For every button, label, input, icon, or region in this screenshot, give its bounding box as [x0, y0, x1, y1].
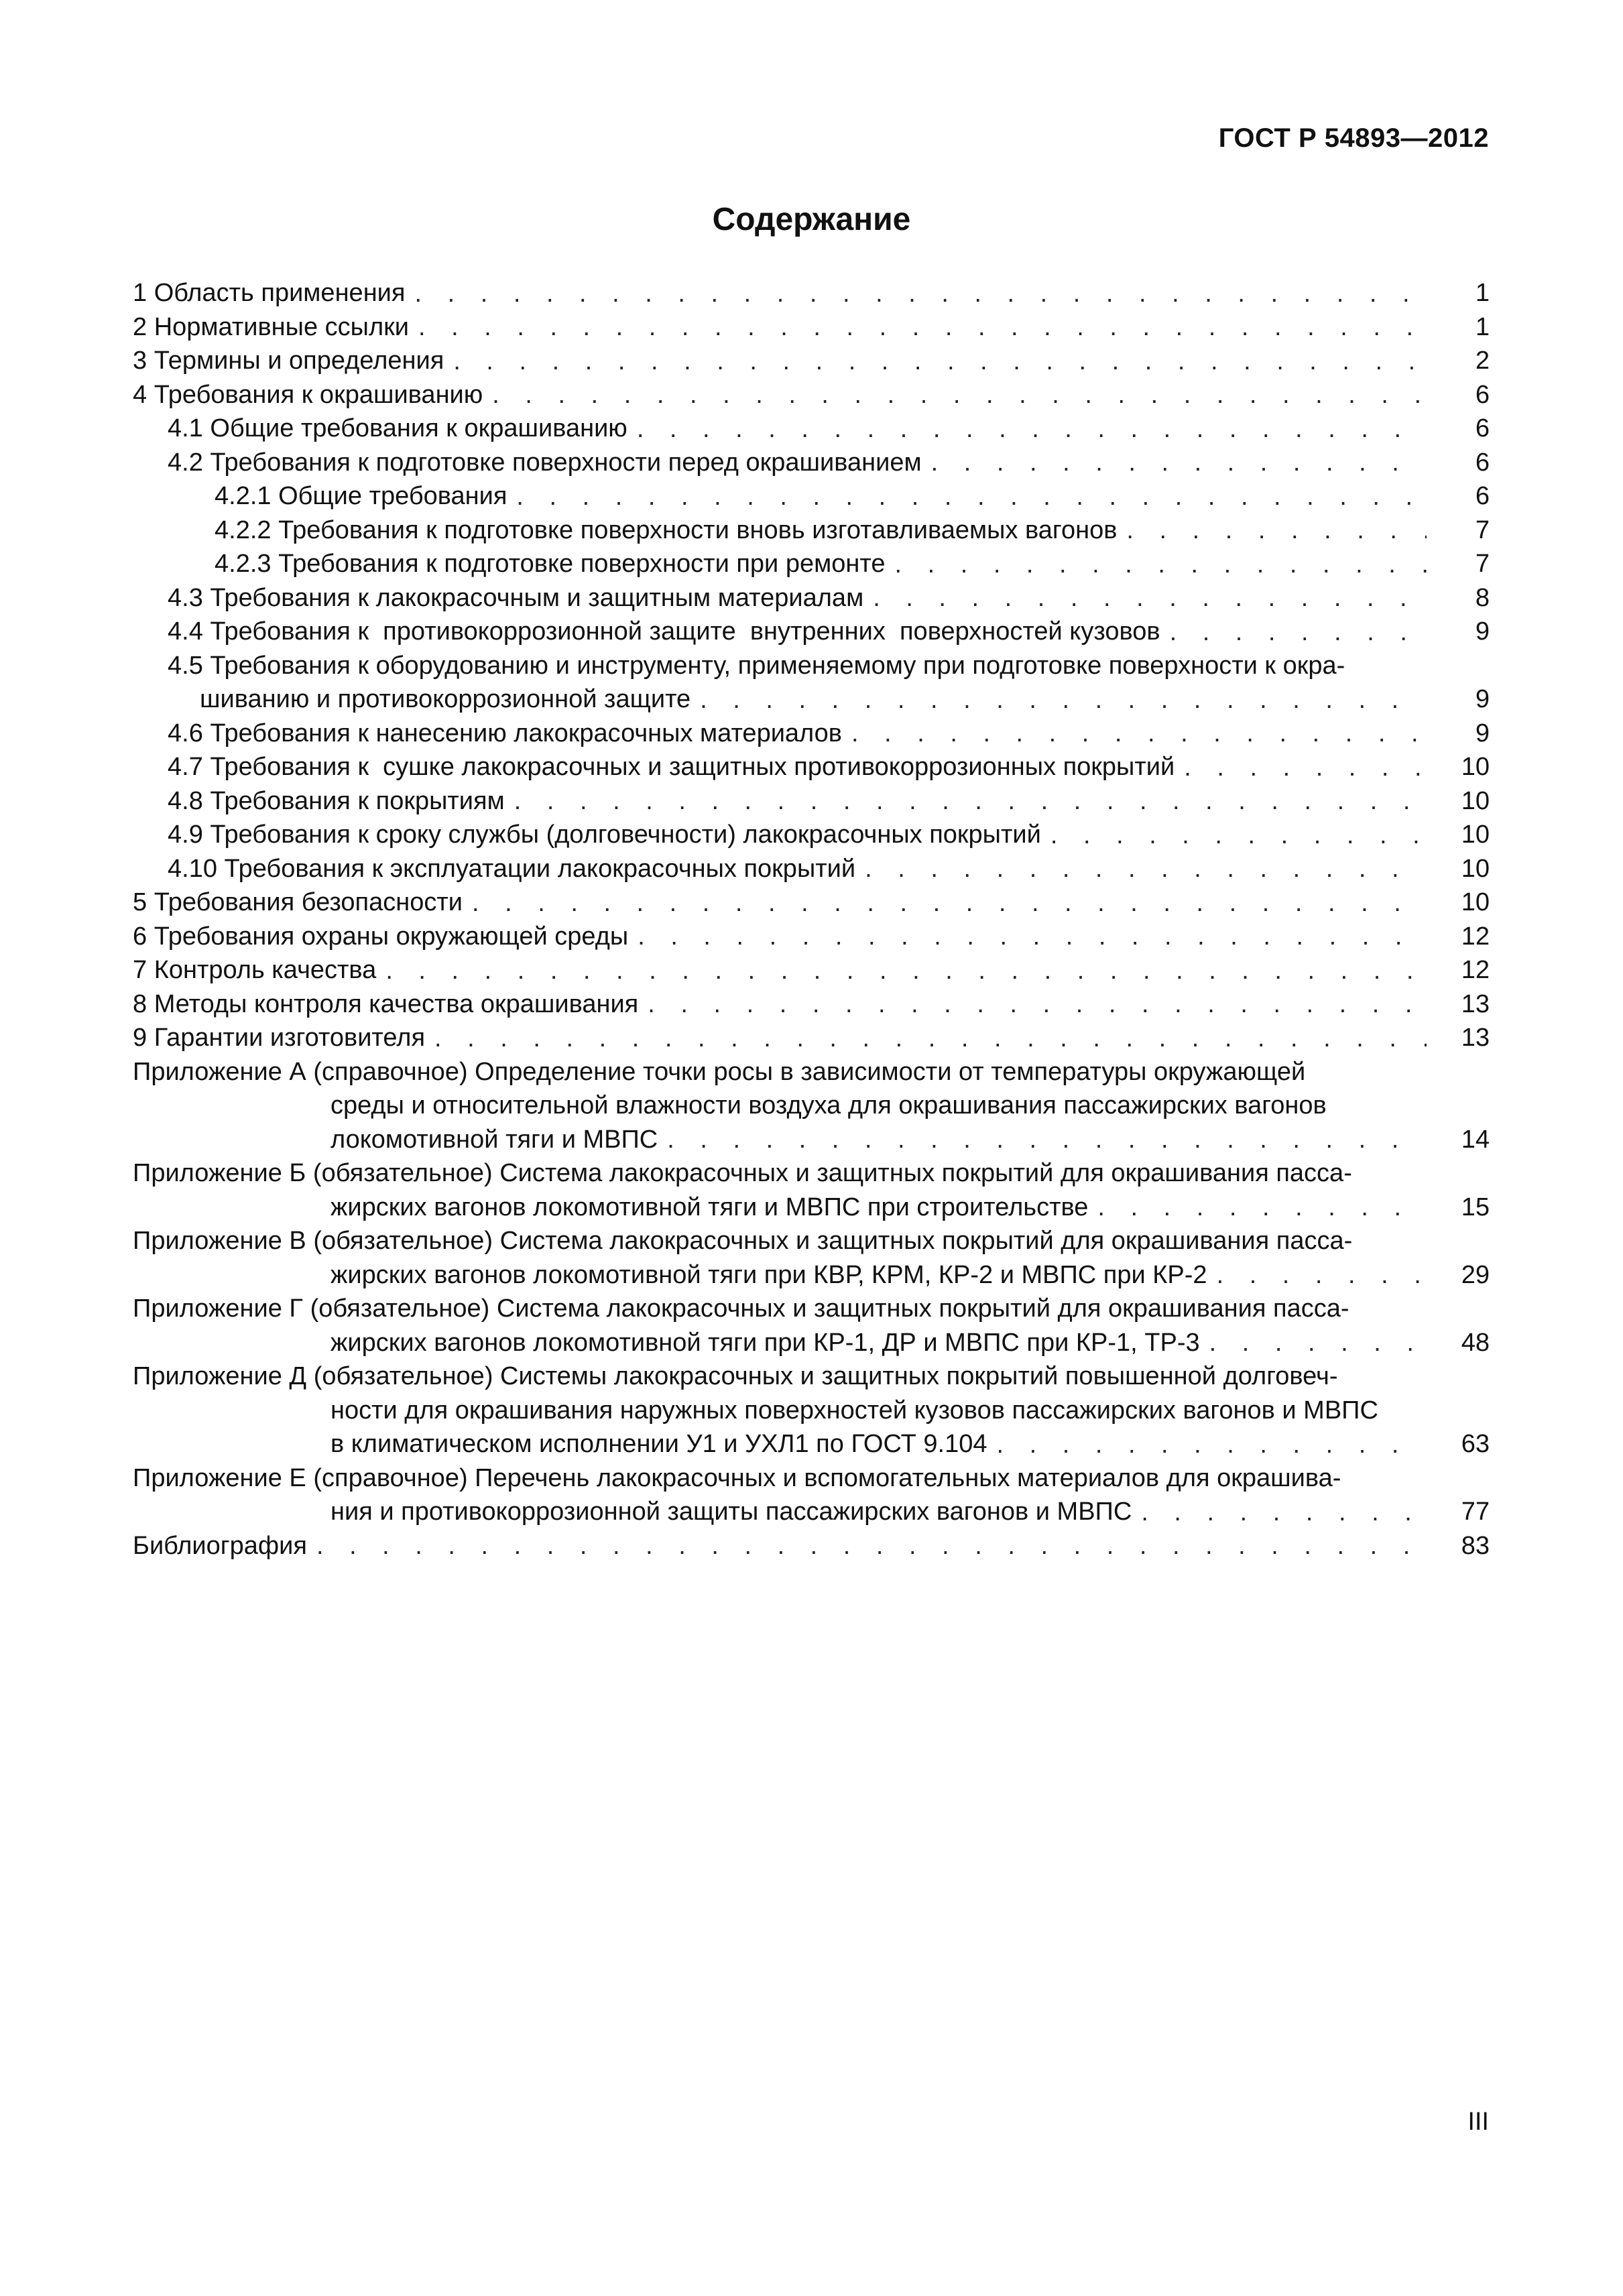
toc-page-number: 10 [1461, 854, 1490, 883]
toc-entry-text: 4.2.2 Требования к подготовке поверхности вновь изготавливаемых вагонов [215, 516, 1118, 544]
toc-entry-4-1[interactable] [133, 412, 1490, 446]
toc-entry-9[interactable] [133, 1021, 1490, 1055]
toc-page-number: 14 [1461, 1125, 1490, 1154]
toc-entry-4-6[interactable] [133, 717, 1490, 751]
toc-entry-head: Приложение Б (обязательное) Система лакокрасочных и защитных покрытий для окрашивания пасса- [133, 1159, 1352, 1187]
toc-leader [865, 852, 1427, 886]
toc-entry-8[interactable] [133, 987, 1490, 1022]
toc-entry-text: жирских вагонов локомотивной тяги и МВПС при строительстве [330, 1193, 1089, 1221]
toc-entry-head: Приложение Д (обязательное) Системы лакокрасочных и защитных покрытий повышенной долговеч- [133, 1362, 1338, 1390]
toc-entry-1[interactable] [133, 276, 1490, 310]
toc-page-number: 9 [1475, 719, 1490, 747]
toc-leader [996, 1428, 1427, 1461]
toc-entry-text: ния и противокоррозионной защиты пассажирских вагонов и МВПС [330, 1498, 1132, 1526]
toc-entry-text: 4.10 Требования к эксплуатации лакокрасочных покрытий [168, 854, 856, 883]
toc-entry-4-10[interactable] [133, 852, 1490, 886]
toc-leader [700, 683, 1427, 717]
toc-page-number: 6 [1475, 380, 1490, 409]
toc-leader [1209, 1326, 1427, 1360]
toc-entry-3[interactable] [133, 344, 1490, 378]
toc-leader [516, 480, 1427, 513]
toc-entry-4-5[interactable] [133, 649, 1490, 717]
toc-page-number: 48 [1461, 1328, 1490, 1357]
toc-page-number: 10 [1461, 753, 1490, 781]
toc-entry-4-2-3[interactable] [133, 547, 1490, 581]
toc-entry-text: 4.9 Требования к сроку службы (долговечности) лакокрасочных покрытий [168, 821, 1041, 849]
toc-page-number: 6 [1475, 482, 1490, 510]
toc-page-number: 83 [1461, 1531, 1490, 1560]
toc-entry-text: 5 Требования безопасности [133, 888, 463, 916]
toc-entry-text: 4.2.1 Общие требования [215, 482, 507, 510]
toc-page-number: 7 [1475, 550, 1490, 578]
toc-leader [873, 581, 1427, 615]
toc-page-number: 77 [1461, 1498, 1490, 1526]
toc-entry-4[interactable] [133, 378, 1490, 412]
toc-entry-4-4[interactable] [133, 615, 1490, 649]
toc-entry-7[interactable] [133, 953, 1490, 987]
page-title: Содержание [712, 202, 911, 237]
toc-entry-head: Приложение Е (справочное) Перечень лакокрасочных и вспомогательных материалов для окрашива- [133, 1463, 1341, 1492]
toc-page-number: 10 [1461, 821, 1490, 849]
page-number: III [1467, 2108, 1489, 2136]
toc-entry-text: шиванию и противокоррозионной защите [200, 685, 691, 713]
toc-leader [1141, 1496, 1427, 1529]
toc-page-number: 63 [1461, 1430, 1490, 1458]
toc-leader [492, 378, 1427, 412]
toc-leader [453, 345, 1427, 378]
toc-leader [667, 1123, 1427, 1156]
toc-entry-text: 6 Требования охраны окружающей среды [133, 922, 629, 951]
toc-page-number: 7 [1475, 516, 1490, 544]
toc-entry-head: 4.5 Требования к оборудованию и инструменту, применяемому при подготовке поверхности к окра- [168, 651, 1345, 680]
toc-entry-text: 9 Гарантии изготовителя [133, 1024, 426, 1052]
toc-entry-4-3[interactable] [133, 581, 1490, 615]
toc-leader [472, 886, 1427, 920]
toc-entry-bibliography[interactable] [133, 1529, 1490, 1563]
toc-leader [1217, 1258, 1427, 1292]
toc-entry-text: жирских вагонов локомотивной тяги при КВР, КРМ, КР-2 и МВПС при КР-2 [330, 1260, 1207, 1289]
toc-page-number: 1 [1475, 279, 1490, 307]
toc-page-number: 8 [1475, 583, 1490, 612]
toc-entry-4-9[interactable] [133, 818, 1490, 852]
toc-page-number: 1 [1475, 312, 1490, 341]
toc-entry-head: Приложение В (обязательное) Система лакокрасочных и защитных покрытий для окрашивания пасса- [133, 1227, 1353, 1255]
toc-entry-text: 8 Методы контроля качества окрашивания [133, 989, 639, 1018]
toc-page-number: 9 [1475, 685, 1490, 713]
toc-leader [1184, 751, 1427, 784]
toc-entry-2[interactable] [133, 310, 1490, 345]
toc-leader [418, 310, 1427, 344]
toc-entry-appendix-a[interactable] [133, 1055, 1490, 1157]
toc-page-number: 9 [1475, 617, 1490, 646]
toc-leader [385, 954, 1427, 987]
toc-leader [434, 1022, 1427, 1055]
toc-leader [894, 548, 1427, 581]
table-of-contents [133, 276, 1490, 1563]
toc-entry-text: локомотивной тяги и МВПС [330, 1125, 658, 1154]
toc-entry-text: 4.6 Требования к нанесению лакокрасочных материалов [168, 719, 842, 747]
toc-leader [1050, 819, 1427, 852]
toc-entry-5[interactable] [133, 886, 1490, 920]
toc-entry-4-2-1[interactable] [133, 479, 1490, 513]
toc-page-number: 12 [1461, 956, 1490, 984]
toc-entry-appendix-e[interactable] [133, 1461, 1490, 1529]
toc-entry-appendix-v[interactable] [133, 1224, 1490, 1292]
toc-entry-appendix-d[interactable] [133, 1360, 1490, 1461]
toc-page-number: 13 [1461, 989, 1490, 1018]
toc-entry-4-8[interactable] [133, 784, 1490, 819]
toc-entry-6[interactable] [133, 920, 1490, 954]
toc-entry-text: 4.4 Требования к противокоррозионной защите внутренних поверхностей кузовов [168, 617, 1160, 646]
toc-entry-text: 7 Контроль качества [133, 956, 377, 984]
toc-page-number: 13 [1461, 1024, 1490, 1052]
toc-entry-text: 4.8 Требования к покрытиям [168, 786, 505, 815]
toc-leader [316, 1529, 1427, 1563]
toc-leader [931, 446, 1427, 479]
toc-entry-text: 4.2 Требования к подготовке поверхности перед окрашиванием [168, 448, 922, 477]
toc-entry-text: 2 Нормативные ссылки [133, 312, 409, 341]
toc-leader [638, 920, 1427, 953]
toc-entry-mid: среды и относительной влажности воздуха для окрашивания пассажирских вагонов [330, 1091, 1327, 1120]
toc-entry-text: 4.3 Требования к лакокрасочным и защитным материалам [168, 583, 864, 612]
toc-entry-text: 1 Область применения [133, 279, 406, 307]
toc-page-number: 6 [1475, 448, 1490, 477]
toc-entry-head: Приложение Г (обязательное) Система лакокрасочных и защитных покрытий для окрашивания пасса- [133, 1294, 1349, 1323]
toc-page-number: 29 [1461, 1260, 1490, 1289]
toc-leader [648, 987, 1427, 1021]
toc-leader [514, 784, 1427, 818]
toc-entry-appendix-g[interactable] [133, 1292, 1490, 1360]
toc-entry-head: Приложение А (справочное) Определение точки росы в зависимости от температуры окружающей [133, 1057, 1306, 1086]
toc-page-number: 10 [1461, 888, 1490, 916]
toc-leader [414, 277, 1427, 310]
toc-page-number: 15 [1461, 1193, 1490, 1221]
toc-entry-4-2-2[interactable] [133, 513, 1490, 548]
toc-leader [637, 412, 1427, 446]
toc-page-number: 10 [1461, 786, 1490, 815]
toc-entry-text: 4 Требования к окрашиванию [133, 380, 483, 409]
toc-page-number: 6 [1475, 414, 1490, 442]
toc-leader [1170, 615, 1427, 649]
toc-entry-4-2[interactable] [133, 446, 1490, 480]
toc-entry-text: 4.2.3 Требования к подготовке поверхности при ремонте [215, 550, 886, 578]
toc-entry-text: Библиография [133, 1531, 307, 1560]
toc-entry-text: 4.7 Требования к сушке лакокрасочных и защитных противокоррозионных покрытий [168, 753, 1175, 781]
toc-entry-mid: ности для окрашивания наружных поверхностей кузовов пассажирских вагонов и МВПС [330, 1396, 1378, 1425]
toc-entry-text: 3 Термины и определения [133, 347, 444, 375]
toc-entry-text: 4.1 Общие требования к окрашиванию [168, 414, 627, 442]
toc-leader [1126, 513, 1427, 547]
toc-leader [1097, 1191, 1427, 1224]
toc-page-number: 12 [1461, 922, 1490, 951]
toc-entry-4-7[interactable] [133, 750, 1490, 784]
toc-page-number: 2 [1475, 347, 1490, 375]
toc-entry-text: жирских вагонов локомотивной тяги при КР-1, ДР и МВПС при КР-1, ТР-3 [330, 1328, 1200, 1357]
toc-leader [851, 717, 1427, 750]
document-code: ГОСТ Р 54893—2012 [1218, 123, 1489, 153]
toc-entry-appendix-b[interactable] [133, 1156, 1490, 1224]
toc-entry-text: в климатическом исполнении У1 и УХЛ1 по ГОСТ 9.104 [330, 1430, 987, 1458]
